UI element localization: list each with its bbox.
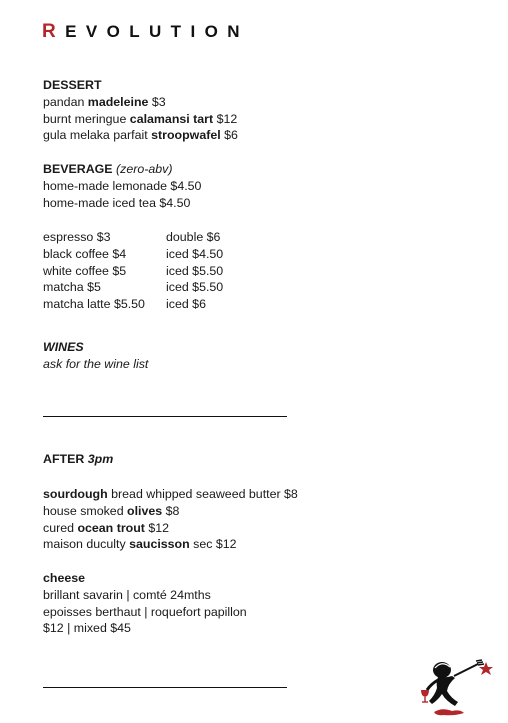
dessert-heading: DESSERT — [43, 78, 102, 92]
brand-wordmark — [42, 21, 249, 43]
after-time: 3pm — [87, 452, 114, 466]
cheese-line: brillant savarin | comté 24mths — [43, 587, 211, 602]
brand-initial: R — [42, 21, 66, 42]
after-heading: AFTER — [43, 452, 85, 466]
dessert-item: pandan madeleine $3 — [43, 94, 166, 109]
dessert-item: burnt meringue calamansi tart $12 — [43, 111, 238, 126]
divider — [43, 416, 287, 417]
wines-heading: WINES — [43, 340, 84, 354]
wines-section — [43, 339, 148, 373]
brand-rest: EVOLUTION — [65, 22, 249, 41]
coffee-row: matcha $5 iced $5.50 — [43, 280, 224, 295]
coffee-row: matcha latte $5.50 iced $6 — [43, 297, 206, 312]
beverage-heading-line — [43, 161, 201, 178]
coffee-row: black coffee $4 iced $4.50 — [43, 246, 224, 261]
coffee-row: espresso $3 double $6 — [43, 230, 221, 244]
after-heading-line — [43, 451, 113, 468]
beverage-heading: BEVERAGE — [43, 162, 113, 176]
cheese-section — [43, 570, 247, 637]
after-item: cured ocean trout $12 — [43, 520, 170, 535]
coffee-list — [43, 229, 223, 313]
divider — [43, 687, 287, 688]
cheese-heading: cheese — [43, 571, 86, 585]
chef-with-fork-and-wine-glass-icon — [418, 658, 496, 718]
wines-note: ask for the wine list — [43, 356, 149, 371]
beverage-section — [43, 161, 201, 211]
cheese-line: epoisses berthaut | roquefort papillon — [43, 604, 247, 619]
after-item: sourdough bread whipped seaweed butter $8 — [43, 487, 298, 501]
coffee-row: white coffee $5 iced $5.50 — [43, 263, 224, 278]
after-item: maison duculty saucisson sec $12 — [43, 537, 237, 552]
beverage-item: home-made lemonade $4.50 — [43, 178, 202, 193]
cheese-line: $12 | mixed $45 — [43, 621, 131, 636]
after-item: house smoked olives $8 — [43, 503, 180, 518]
dessert-section — [43, 77, 238, 144]
beverage-note: (zero-abv) — [116, 162, 173, 176]
after-section — [43, 486, 298, 553]
beverage-item: home-made iced tea $4.50 — [43, 195, 191, 210]
dessert-item: gula melaka parfait stroopwafel $6 — [43, 128, 238, 143]
